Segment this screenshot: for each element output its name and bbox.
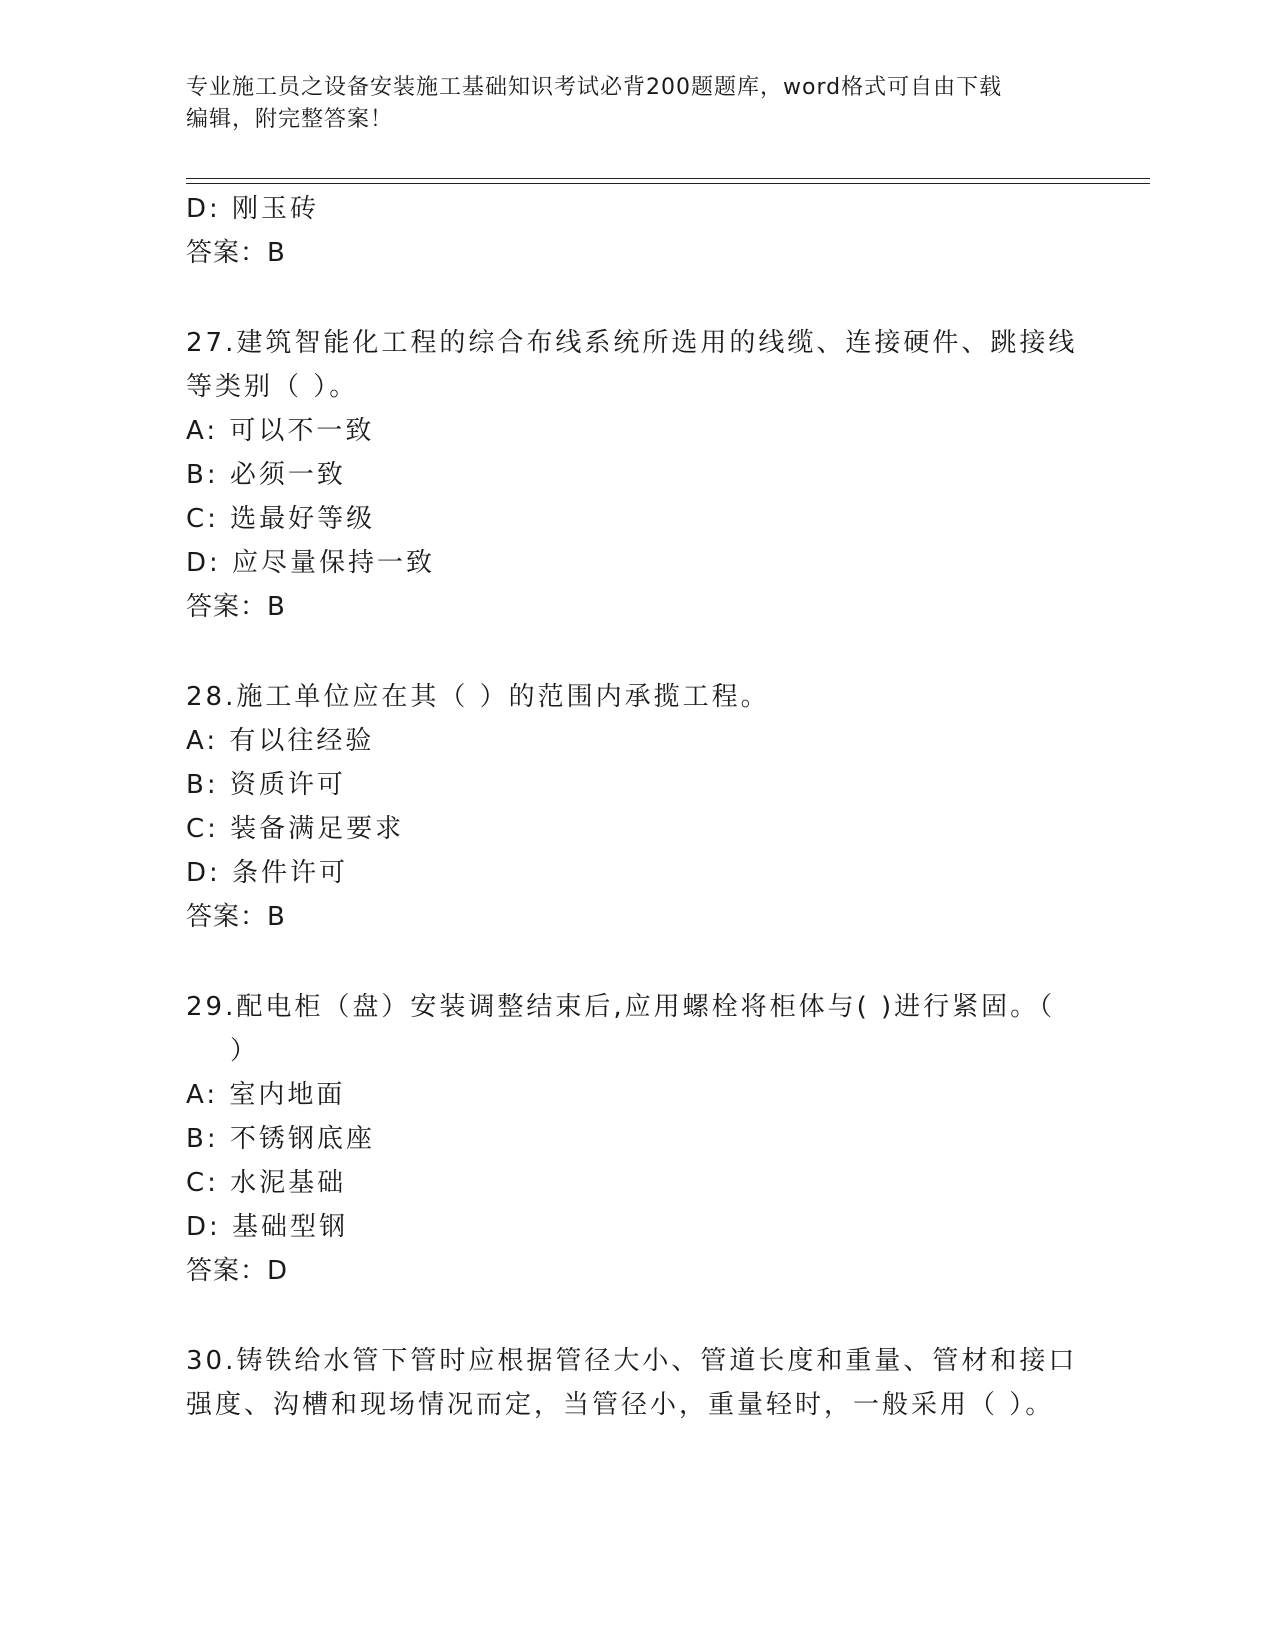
q27-answer: 答案：B: [186, 592, 286, 622]
header-divider-bottom: [186, 183, 1150, 184]
q29-answer: 答案：D: [186, 1256, 289, 1286]
q28-option-a: A: 有以往经验: [186, 726, 375, 756]
q29-option-a: A: 室内地面: [186, 1080, 346, 1110]
q28-option-b: B: 资质许可: [186, 770, 346, 800]
header-line-1: 专业施工员之设备安装施工基础知识考试必背200题题库，word格式可自由下载: [186, 75, 1003, 100]
q29-stem-line-1: 29.配电柜（盘）安装调整结束后,应用螺栓将柜体与( )进行紧固。（: [186, 992, 1056, 1022]
q29-stem-line-2: ）: [230, 1036, 260, 1066]
q28-answer: 答案：B: [186, 902, 286, 932]
q29-option-c: C: 水泥基础: [186, 1168, 347, 1198]
q29-option-d: D: 基础型钢: [186, 1212, 349, 1242]
prev-option-d: D: 刚玉砖: [186, 194, 320, 224]
q27-stem-line-2: 等类别（ ）。: [186, 372, 359, 402]
q27-stem-line-1: 27.建筑智能化工程的综合布线系统所选用的线缆、连接硬件、跳接线: [186, 328, 1078, 358]
q28-option-d: D: 条件许可: [186, 858, 349, 888]
header-line-2: 编辑，附完整答案！: [186, 107, 394, 132]
q30-stem-line-2: 强度、沟槽和现场情况而定，当管径小，重量轻时，一般采用（ ）。: [186, 1390, 1055, 1420]
document-header: [186, 72, 1066, 136]
q27-option-c: C: 选最好等级: [186, 504, 376, 534]
q27-option-b: B: 必须一致: [186, 460, 346, 490]
header-divider-top: [186, 178, 1150, 179]
q30-stem-line-1: 30.铸铁给水管下管时应根据管径大小、管道长度和重量、管材和接口: [186, 1346, 1078, 1376]
q28-option-c: C: 装备满足要求: [186, 814, 405, 844]
prev-answer: 答案：B: [186, 238, 286, 268]
q27-option-d: D: 应尽量保持一致: [186, 548, 436, 578]
q27-option-a: A: 可以不一致: [186, 416, 375, 446]
q29-option-b: B: 不锈钢底座: [186, 1124, 375, 1154]
q28-stem-line-1: 28.施工单位应在其（ ）的范围内承揽工程。: [186, 682, 770, 712]
